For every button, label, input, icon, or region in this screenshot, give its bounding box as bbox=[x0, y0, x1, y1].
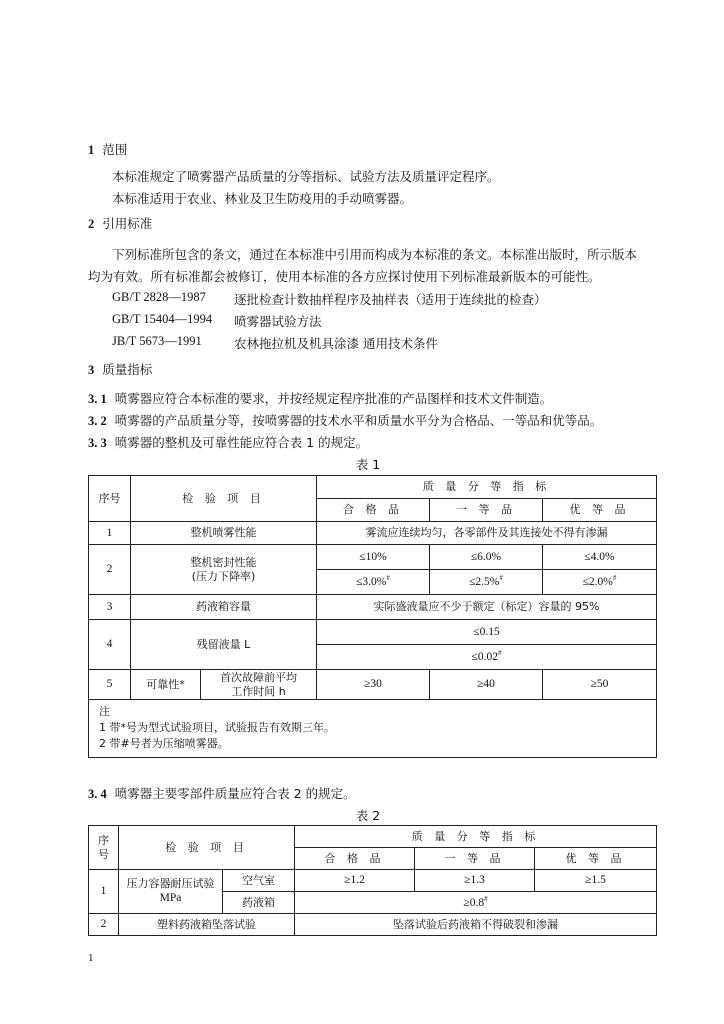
table-1 bbox=[88, 475, 657, 758]
header-seq: 序号 bbox=[89, 476, 131, 522]
table-notes bbox=[89, 700, 657, 758]
cell-qualified: ≤3.0%# bbox=[317, 570, 430, 595]
section-2-heading: 2 引用标准 bbox=[88, 216, 153, 231]
row-seq: 2 bbox=[89, 914, 119, 936]
row-item: 压力容器耐压试验 MPa bbox=[119, 870, 223, 914]
reference-title: 农林拖拉机及机具涂漆 通用技术条件 bbox=[234, 336, 438, 351]
cell-superior: ≥50 bbox=[543, 670, 657, 700]
row-value: ≥0.8# bbox=[295, 892, 657, 914]
header-seq: 序 号 bbox=[89, 826, 119, 870]
row-subitem: 首次故障前平均 工作时间 h bbox=[201, 670, 317, 700]
table-row bbox=[89, 522, 657, 545]
cell-superior: ≤4.0% bbox=[543, 545, 657, 570]
cell-superior: ≤2.0%# bbox=[543, 570, 657, 595]
header-item: 检 验 项 目 bbox=[131, 476, 317, 522]
table-2 bbox=[88, 825, 657, 936]
section-3-heading: 3 质量指标 bbox=[88, 362, 153, 377]
cell-first-class: ≤2.5%# bbox=[430, 570, 543, 595]
cell-qualified: ≤10% bbox=[317, 545, 430, 570]
table-row bbox=[89, 545, 657, 570]
cell-first-class: ≥1.3 bbox=[415, 870, 535, 892]
row-value: ≤0.02# bbox=[317, 645, 657, 670]
row-item: 塑料药液箱坠落试验 bbox=[119, 914, 295, 936]
header-superior: 优 等 品 bbox=[535, 848, 657, 870]
table-row bbox=[89, 914, 657, 936]
reference-code: GB/T 2828—1987 bbox=[112, 290, 206, 304]
header-first-class: 一 等 品 bbox=[430, 499, 543, 522]
row-item: 可靠性* bbox=[131, 670, 201, 700]
row-seq: 1 bbox=[89, 522, 131, 545]
reference-code: JB/T 5673—1991 bbox=[112, 334, 202, 348]
row-seq: 1 bbox=[89, 870, 119, 914]
table-2-caption: 表 2 bbox=[355, 808, 381, 823]
row-value: 坠落试验后药液箱不得破裂和渗漏 bbox=[295, 914, 657, 936]
row-item: 整机密封性能 (压力下降率) bbox=[131, 545, 317, 595]
row-seq: 5 bbox=[89, 670, 131, 700]
table-row bbox=[89, 826, 657, 848]
header-grade: 质 量 分 等 指 标 bbox=[317, 476, 657, 499]
header-item: 检 验 项 目 bbox=[119, 826, 295, 870]
row-subitem: 空气室 bbox=[223, 870, 295, 892]
row-item: 药液箱容量 bbox=[131, 595, 317, 620]
row-item: 残留液量 L bbox=[131, 620, 317, 670]
note-1: 1 带*号为型式试验项目，试验报告有效期三年。 bbox=[99, 720, 335, 734]
section-1-heading: 1 范围 bbox=[88, 142, 128, 157]
cell-first-class: ≤6.0% bbox=[430, 545, 543, 570]
row-seq: 4 bbox=[89, 620, 131, 670]
header-qualified: 合 格 品 bbox=[295, 848, 415, 870]
cell-qualified: ≥1.2 bbox=[295, 870, 415, 892]
notes-title: 注 bbox=[99, 705, 110, 718]
clause-3-4: 3. 4 喷雾器主要零部件质量应符合表 2 的规定。 bbox=[88, 786, 356, 801]
table-1-caption: 表 1 bbox=[355, 457, 381, 472]
clause-3-3: 3. 3 喷雾器的整机及可靠性能应符合表 1 的规定。 bbox=[88, 435, 369, 450]
header-superior: 优 等 品 bbox=[543, 499, 657, 522]
clause-3-2: 3. 2 喷雾器的产品质量分等，按喷雾器的技术水平和质量水平分为合格品、一等品和优等品。 bbox=[88, 413, 603, 428]
references-paragraph-line-2: 均为有效。所有标准都会被修订，使用本标准的各方应探讨使用下列标准最新版本的可能性。 bbox=[88, 269, 601, 284]
row-value: 实际盛液量应不少于额定（标定）容量的 95% bbox=[317, 595, 657, 620]
references-paragraph-line-1: 下列标准所包含的条文，通过在本标准中引用而构成为本标准的条文。本标准出版时，所示版本 bbox=[112, 247, 638, 262]
row-value: ≤0.15 bbox=[317, 620, 657, 645]
cell-first-class: ≥40 bbox=[430, 670, 543, 700]
row-item: 整机喷雾性能 bbox=[131, 522, 317, 545]
row-seq: 3 bbox=[89, 595, 131, 620]
scope-paragraph-2: 本标准适用于农业、林业及卫生防疫用的手动喷雾器。 bbox=[112, 191, 413, 206]
reference-title: 喷雾器试验方法 bbox=[234, 314, 322, 329]
table-row bbox=[89, 595, 657, 620]
table-notes-row bbox=[89, 700, 657, 758]
clause-3-1: 3. 1 喷雾器应符合本标准的要求，并按经规定程序批准的产品图样和技术文件制造。 bbox=[88, 391, 553, 406]
header-first-class: 一 等 品 bbox=[415, 848, 535, 870]
table-row bbox=[89, 870, 657, 892]
header-qualified: 合 格 品 bbox=[317, 499, 430, 522]
header-grade: 质 量 分 等 指 标 bbox=[295, 826, 657, 848]
cell-superior: ≥1.5 bbox=[535, 870, 657, 892]
page-number: 1 bbox=[88, 952, 94, 964]
reference-code: GB/T 15404—1994 bbox=[112, 312, 213, 326]
scope-paragraph-1: 本标准规定了喷雾器产品质量的分等指标、试验方法及质量评定程序。 bbox=[112, 169, 500, 184]
table-row bbox=[89, 620, 657, 645]
table-row bbox=[89, 670, 657, 700]
note-2: 2 带#号者为压缩喷雾器。 bbox=[99, 736, 229, 750]
row-value: 雾流应连续均匀，各零部件及其连接处不得有渗漏 bbox=[317, 522, 657, 545]
table-row bbox=[89, 476, 657, 499]
reference-title: 逐批检查计数抽样程序及抽样表（适用于连续批的检查） bbox=[234, 292, 547, 307]
row-subitem: 药液箱 bbox=[223, 892, 295, 914]
cell-qualified: ≥30 bbox=[317, 670, 430, 700]
row-seq: 2 bbox=[89, 545, 131, 595]
